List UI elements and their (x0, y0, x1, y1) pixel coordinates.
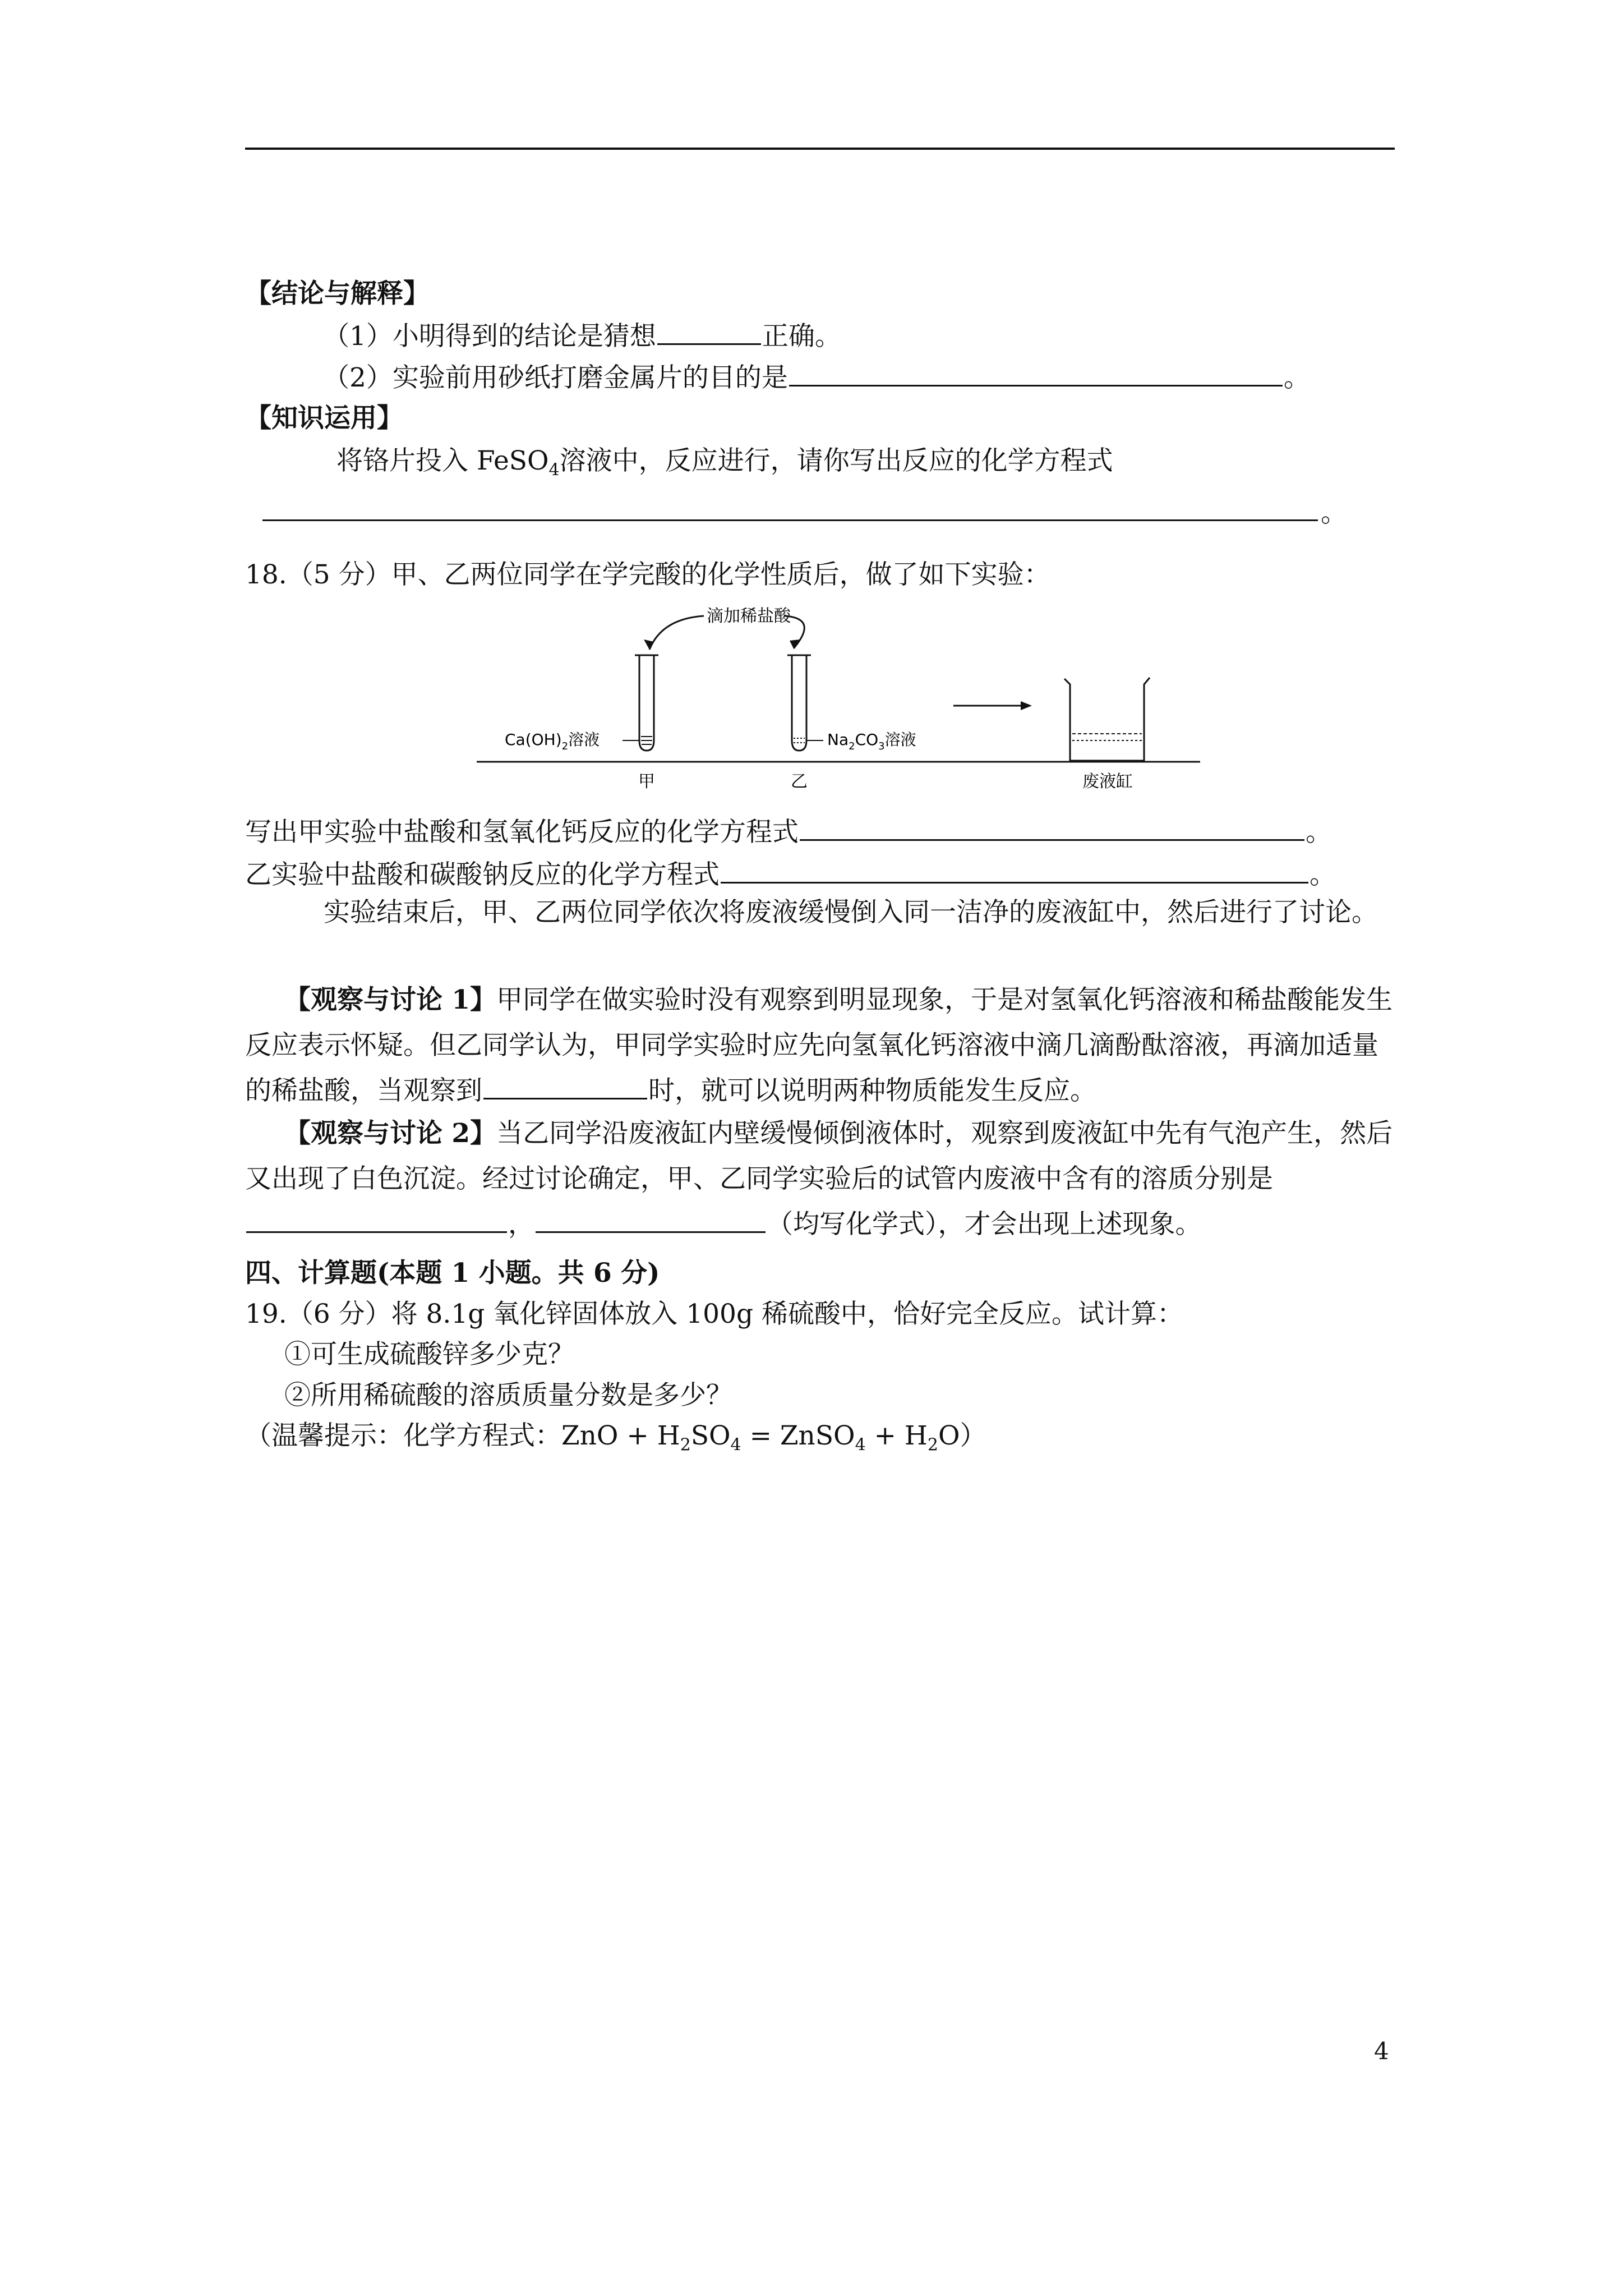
fig-label-beaker: 废液缸 (1082, 772, 1133, 792)
disc1-blank[interactable] (483, 1073, 647, 1099)
eq1-prefix: 写出甲实验中盐酸和氢氧化钙反应的化学方程式 (245, 817, 799, 848)
conclusion-q2 (323, 360, 1310, 395)
eq2-prefix: 乙实验中盐酸和碳酸钠反应的化学方程式 (245, 859, 720, 890)
disc2-text-a: 当乙同学沿废液缸内壁缓慢倾倒液体时，观察到废液缸中先有气泡产生，然后又出现了白色沉淀。经过讨论确定，甲、乙同学实验后的试管内废液中含有的溶质分别是 (245, 1118, 1393, 1194)
hint-b: SO (690, 1420, 731, 1451)
q2-suffix: 。 (1283, 362, 1310, 393)
disc2-blank-2[interactable] (536, 1207, 766, 1233)
eq1-suffix: 。 (1306, 817, 1332, 848)
knowledge-answer-end: 。 (1321, 498, 1347, 528)
q18-discussion-1 (245, 977, 1398, 1114)
hint-sub-4: 2 (927, 1435, 938, 1455)
fig-right-reagent: $Na_2CO_3$溶液 (827, 730, 916, 752)
fig-label-jia: 甲 (638, 772, 655, 792)
eq2-blank[interactable] (721, 857, 1308, 884)
hint-d: + H (865, 1420, 928, 1451)
hint-e: O） (938, 1420, 986, 1451)
fig-label-yi: 乙 (791, 772, 808, 792)
fig-pour-arrowhead (1021, 701, 1032, 710)
disc2-heading: 【观察与讨论 2】 (284, 1118, 497, 1149)
q18-after-text: 实验结束后，甲、乙两位同学依次将废液缓慢倒入同一洁净的废液缸中，然后进行了讨论。 (324, 897, 1378, 928)
q19-sub1: ①可生成硫酸锌多少克？ (284, 1339, 574, 1370)
disc1-text-a: 甲同学在做实验时没有观察到明显现象，于是对氢氧化钙溶液和稀盐酸能发生反应表示怀疑。但乙同学认为，甲同学实验时应先向氢氧化钙溶液中滴几滴酚酞溶液，再滴加适量的稀盐酸，当观察到 (245, 984, 1393, 1106)
q18-eq2 (245, 857, 1336, 892)
q18-eq1 (245, 815, 1332, 849)
section4-heading: 四、计算题(本题 1 小题。共 6 分) (245, 1258, 660, 1289)
test-tube-jia (635, 655, 658, 751)
q1-prefix: （1）小明得到的结论是猜想 (323, 321, 656, 352)
knowledge-heading: 【知识运用】 (245, 403, 403, 434)
q19-sub2: ②所用稀硫酸的溶质质量分数是多少？ (284, 1380, 732, 1411)
hint-sub-2: 4 (730, 1435, 741, 1455)
q18-discussion-2 (245, 1111, 1398, 1247)
header-rule (245, 148, 1395, 150)
q2-blank[interactable] (789, 360, 1283, 386)
arrow-to-tube1 (649, 616, 704, 650)
q2-prefix: （2）实验前用砂纸打磨金属片的目的是 (323, 362, 788, 393)
knowledge-line (336, 444, 1113, 487)
q1-suffix: 正确。 (762, 321, 841, 352)
disc2-separator: ， (508, 1209, 534, 1240)
q19-hint (245, 1419, 986, 1462)
conclusion-heading: 【结论与解释】 (245, 278, 430, 309)
knowledge-subscript: 4 (548, 460, 560, 480)
disc2-text-b: （均写化学式），才会出现上述现象。 (767, 1209, 1202, 1240)
page-number: 4 (1374, 2037, 1389, 2065)
eq2-suffix: 。 (1310, 859, 1336, 890)
hint-c: = ZnSO (741, 1420, 855, 1451)
fig-left-reagent: $Ca(OH)_2$溶液 (505, 730, 600, 752)
q18-intro: 18.（5 分）甲、乙两位同学在学完酸的化学性质后，做了如下实验： (245, 559, 1050, 590)
disc1-text-b: 时，就可以说明两种物质能发生反应。 (648, 1075, 1096, 1106)
knowledge-text-a: 将铬片投入 FeSO (336, 445, 549, 476)
test-tube-yi (787, 655, 811, 751)
q18-experiment-figure (471, 593, 1211, 818)
disc1-heading: 【观察与讨论 1】 (284, 984, 497, 1015)
q19-intro: 19.（6 分）将 8.1g 氧化锌固体放入 100g 稀硫酸中，恰好完全反应。试计算： (245, 1299, 1183, 1329)
fig-top-label: 滴加稀盐酸 (707, 606, 791, 626)
hint-sub-1: 2 (680, 1435, 691, 1455)
waste-beaker (1064, 678, 1150, 761)
q1-blank[interactable] (657, 319, 761, 345)
disc2-blank-1[interactable] (246, 1207, 507, 1233)
hint-sub-3: 4 (855, 1435, 866, 1455)
knowledge-answer-blank[interactable] (262, 519, 1318, 521)
conclusion-q1 (323, 319, 841, 353)
eq1-blank[interactable] (800, 815, 1304, 841)
hint-a: （温馨提示：化学方程式：ZnO + H (245, 1420, 680, 1451)
knowledge-text-b: 溶液中，反应进行，请你写出反应的化学方程式 (559, 445, 1113, 476)
